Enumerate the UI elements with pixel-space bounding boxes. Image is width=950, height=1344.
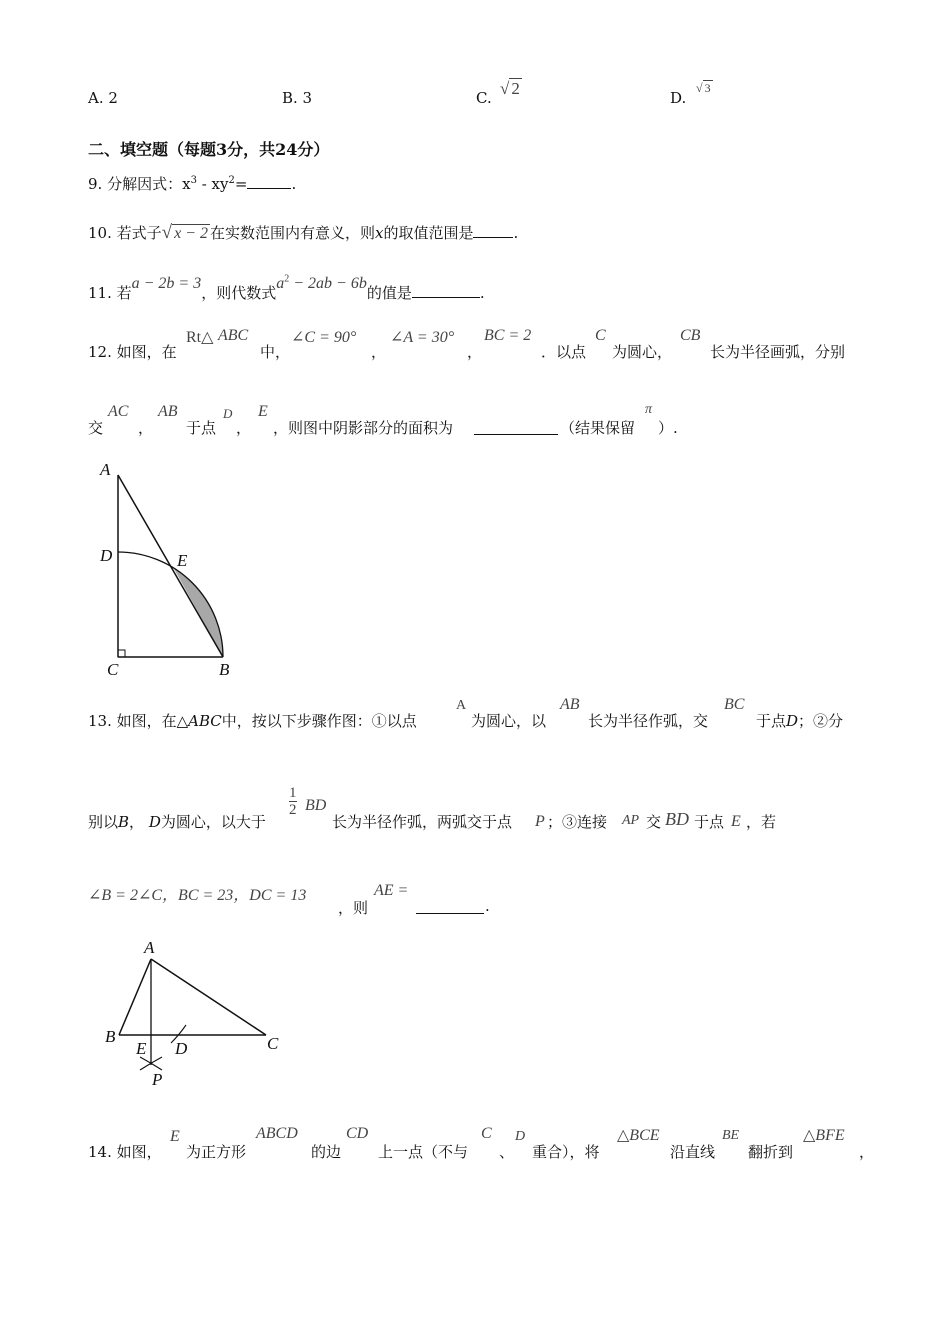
q13-tail: . <box>485 897 490 915</box>
q12-keep: （结果保留 <box>560 419 636 437</box>
q13-bd: BD <box>305 797 327 814</box>
q13-comma: ， <box>129 813 145 831</box>
q14-bce: △BCE <box>617 1127 660 1144</box>
q14-mid1: 为正方形 <box>186 1143 247 1161</box>
q12-cb: CB <box>680 327 701 344</box>
q10-answer-blank <box>473 236 513 238</box>
q12-comma4: ， <box>236 419 252 437</box>
q14-abcd: ABCD <box>256 1125 298 1142</box>
q11-answer-blank <box>412 296 480 298</box>
q12-end: ）. <box>658 419 678 437</box>
q13-center: 为圆心，以 <box>471 712 547 730</box>
label-p: P <box>152 1070 163 1089</box>
q12-comma1: ， <box>371 343 387 361</box>
q13-point-e: E <box>731 813 741 830</box>
option-d-value: √ 3 <box>696 81 711 95</box>
q11-pre: 11. 若 <box>88 284 132 302</box>
q13-point-d: D <box>786 712 799 730</box>
option-c-value: √ 2 <box>500 79 520 98</box>
label-c: C <box>267 1034 279 1053</box>
q9-sup2: 2 <box>228 175 235 186</box>
q13-pre <box>88 710 417 731</box>
q13-yudian2: 于点 <box>694 813 725 831</box>
q14-bfe: △BFE <box>803 1127 845 1144</box>
q12-rt: Rt△ <box>186 329 214 346</box>
label-e: E <box>136 1039 147 1058</box>
q9-mid: - xy <box>196 175 229 193</box>
q11-expr-a: a <box>276 275 285 292</box>
q13-answer-blank <box>416 912 484 914</box>
option-a: A. 2 <box>88 89 118 107</box>
q13-ze: ，则 <box>338 899 369 917</box>
q12-radius: 长为半径画弧，分别 <box>710 343 846 361</box>
q12-center: 为圆心， <box>612 343 673 361</box>
label-e: E <box>177 551 188 570</box>
q13-line2-pre <box>88 811 266 832</box>
q12-point-d: D <box>223 406 233 421</box>
label-d: D <box>100 546 113 565</box>
q11-mid: ，则代数式 <box>201 284 277 302</box>
q13-mid: 中，按以下步骤作图：①以点 <box>221 712 417 730</box>
label-a: A <box>100 460 111 479</box>
q12-comma3: ， <box>138 419 154 437</box>
q12-yi: ．以点 <box>541 343 587 361</box>
q13-ab: AB <box>560 696 580 713</box>
q10-sqrt: √ x − 2 <box>161 222 208 243</box>
q14-mid2: 的边 <box>311 1143 342 1161</box>
label-d: D <box>175 1039 188 1058</box>
q9-answer-blank <box>247 187 291 189</box>
q10-var: x <box>374 224 384 242</box>
q13-ap: AP <box>622 813 640 828</box>
q13-step2: ；②分 <box>798 712 844 730</box>
q14-end: ， <box>859 1143 875 1161</box>
label-b: B <box>219 660 230 679</box>
q10-mid: 在实数范围内有意义，则 <box>209 224 375 242</box>
q14-mid6: 翻折到 <box>748 1143 794 1161</box>
q11-expr-rest: − 2ab − 6b <box>289 275 367 292</box>
q11-expr-sup: 2 <box>284 273 290 285</box>
option-c-radicand: 2 <box>511 79 520 98</box>
q12-abc: ABC <box>218 327 249 344</box>
q13-pre-text: 13. 如图，在△ <box>88 712 189 730</box>
q14-be: BE <box>722 1128 740 1143</box>
q14-point-c: C <box>481 1125 492 1142</box>
side-ab <box>119 959 151 1035</box>
question-9 <box>88 173 296 194</box>
q13-frac-den: 2 <box>289 802 297 818</box>
q12-point-c: C <box>595 327 606 344</box>
q13-yudian-text: 于点 <box>756 712 787 730</box>
q14-mid3: 上一点（不与 <box>378 1143 469 1161</box>
q12-ac: AC <box>108 403 129 420</box>
q13-condition: ∠B = 2∠C，BC = 23，DC = 13 <box>88 887 307 904</box>
q10-pre: 10. 若式子 <box>88 224 162 242</box>
q9-tail: . <box>291 175 297 193</box>
q13-radius: 长为半径作弧，交 <box>588 712 709 730</box>
q12-pi: π <box>645 402 653 417</box>
q13-ruo: ，若 <box>746 813 777 831</box>
q10-tail: . <box>513 224 519 242</box>
q13-yudian <box>756 710 843 731</box>
q12-pre: 12. 如图，在 <box>88 343 177 361</box>
q9-eq: = <box>234 175 248 193</box>
q13-point-b: B <box>118 813 130 831</box>
q13-point-p: P <box>535 813 545 830</box>
side-ac <box>151 959 266 1035</box>
q13-bd2: BD <box>665 809 689 829</box>
q13-frac-num: 1 <box>289 785 297 801</box>
figure-12 <box>95 458 245 683</box>
q13-step3: ；③连接 <box>547 813 608 831</box>
q12-zhong: 中， <box>260 343 291 361</box>
side-ab <box>118 475 223 657</box>
q13-fraction <box>289 785 297 818</box>
q11-condition: a − 2b = 3 <box>131 275 202 292</box>
q12-point-e: E <box>258 403 268 420</box>
question-10 <box>88 222 518 244</box>
q13-line2-post: 长为半径作弧，两弧交于点 <box>332 813 513 831</box>
q13-line2-mid: 为圆心，以大于 <box>160 813 266 831</box>
label-b: B <box>105 1027 116 1046</box>
q13-point-d2: D <box>148 813 161 831</box>
q13-bc: BC <box>724 696 745 713</box>
q12-answer-blank <box>474 433 558 435</box>
q13-line2-pre-text: 别以 <box>88 813 119 831</box>
q13-ae: AE = <box>374 882 409 899</box>
q13-abc: ABC <box>188 712 222 730</box>
section-title: 二、填空题（每题3分，共24分） <box>88 140 330 159</box>
q14-sep: 、 <box>499 1143 515 1161</box>
q14-mid5: 沿直线 <box>670 1143 716 1161</box>
q12-jiao: 交 <box>88 419 104 437</box>
q14-point-e: E <box>170 1128 180 1145</box>
q13-jiao: 交 <box>646 813 662 831</box>
q13-point-a: A <box>456 698 467 713</box>
question-11 <box>88 273 485 303</box>
option-d-label: D. <box>670 89 687 107</box>
q11-post: 的值是 <box>366 284 412 302</box>
q12-ask: ，则图中阴影部分的面积为 <box>273 419 454 437</box>
q12-yudian: 于点 <box>186 419 217 437</box>
label-c: C <box>107 660 119 679</box>
q12-comma2: ， <box>467 343 483 361</box>
q10-post: 的取值范围是 <box>383 224 474 242</box>
label-a: A <box>144 938 155 957</box>
q14-mid4: 重合），将 <box>532 1143 600 1161</box>
option-c-label: C. <box>476 89 492 107</box>
q14-cd: CD <box>346 1125 369 1142</box>
q9-number: 9. 分解因式： <box>88 175 183 193</box>
option-b: B. 3 <box>282 89 313 107</box>
q14-pre: 14. 如图， <box>88 1143 162 1161</box>
option-d-radicand: 3 <box>704 81 711 95</box>
q9-x: x <box>182 175 191 193</box>
q12-angle-a: ∠A = 30° <box>390 329 455 346</box>
q12-angle-c: ∠C = 90° <box>291 329 357 346</box>
q12-ab: AB <box>158 403 178 420</box>
q11-tail: . <box>479 284 485 302</box>
q10-radicand: x − 2 <box>174 225 208 242</box>
q14-point-d: D <box>515 1129 526 1144</box>
q9-sup1: 3 <box>190 175 197 186</box>
figure-13 <box>100 937 290 1089</box>
q12-bc: BC = 2 <box>484 327 532 344</box>
q11-expression <box>276 275 367 292</box>
right-angle-mark <box>118 650 125 657</box>
